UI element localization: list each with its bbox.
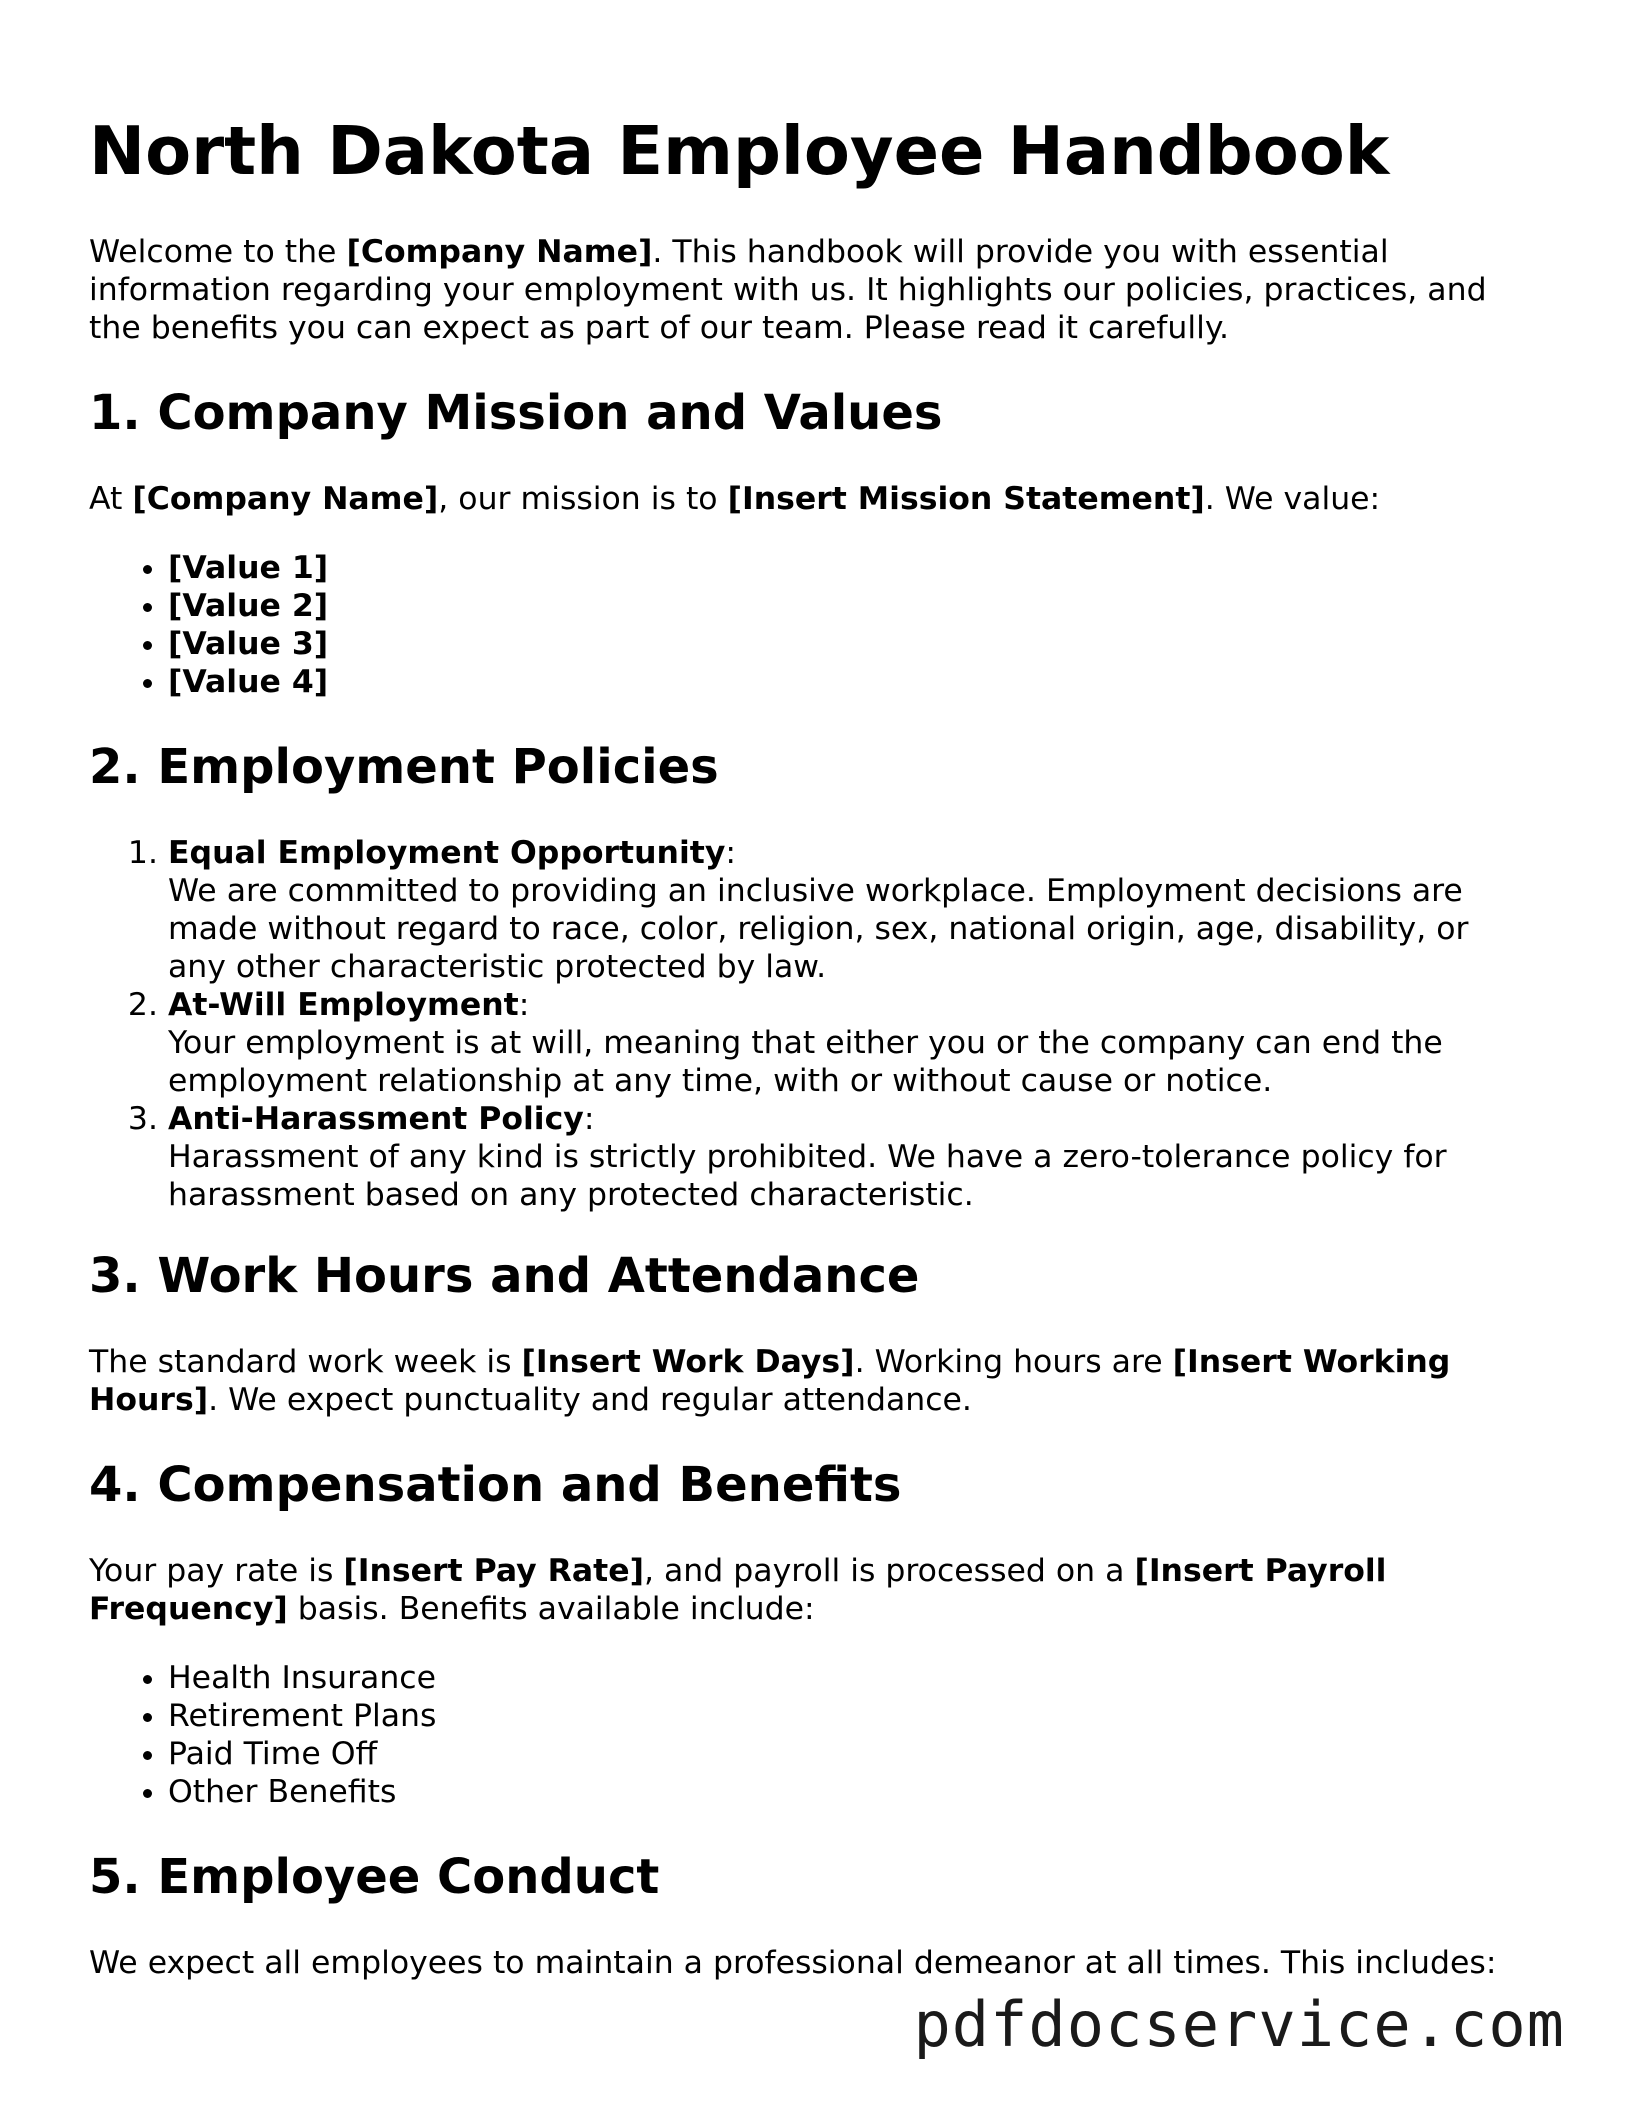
payroll-frequency-placeholder: [Insert Payroll Frequency] bbox=[89, 1553, 1387, 1627]
list-item bbox=[168, 549, 1528, 587]
policy-title: At-Will Employment bbox=[168, 987, 519, 1023]
policy-text: Your employment is at will, meaning that either you or the company can end the employment relationship at any time, with or without cause or notice. bbox=[168, 1025, 1443, 1099]
policy-item bbox=[168, 986, 1528, 1100]
intro-pre: Welcome to the bbox=[89, 234, 347, 270]
values-list bbox=[89, 549, 1528, 701]
policy-text: We are committed to providing an inclusive workplace. Employment decisions are made without regard to race, color, religion, sex, national origin, age, disability, or any other characteristic protected by law. bbox=[168, 873, 1469, 985]
intro-post: . This handbook will provide you with essential information regarding your employment with us. It highlights our policies, practices, and the benefits you can expect as part of our team. Please read it carefully. bbox=[89, 234, 1487, 346]
policy-colon: : bbox=[725, 835, 736, 871]
section-heading-compensation: 4. Compensation and Benefits bbox=[89, 1457, 902, 1513]
policy-title: Anti-Harassment Policy bbox=[168, 1101, 584, 1137]
list-item: • Other Benefits bbox=[168, 1773, 1528, 1811]
watermark-text: pdfdocservice.com bbox=[913, 1988, 1565, 2061]
document-title: North Dakota Employee Handbook bbox=[89, 112, 1390, 190]
section-heading-mission: 1. Company Mission and Values bbox=[89, 385, 943, 441]
work-days-placeholder: [Insert Work Days] bbox=[521, 1344, 855, 1380]
policy-title: Equal Employment Opportunity bbox=[168, 835, 726, 871]
list-item: • Retirement Plans bbox=[168, 1697, 1528, 1735]
hours-text-mid: . Working hours are bbox=[854, 1344, 1173, 1380]
mission-text-post: . We value: bbox=[1204, 481, 1381, 517]
comp-text-pre: Your pay rate is bbox=[89, 1553, 344, 1589]
hours-text-post: . We expect punctuality and regular attendance. bbox=[208, 1382, 972, 1418]
policy-item bbox=[168, 1100, 1528, 1214]
mission-paragraph bbox=[89, 480, 1529, 518]
mission-text-pre: At bbox=[89, 481, 133, 517]
mission-company-placeholder: [Company Name] bbox=[132, 481, 439, 517]
list-item: • Paid Time Off bbox=[168, 1735, 1528, 1773]
company-name-placeholder: [Company Name] bbox=[346, 234, 653, 270]
policy-colon: : bbox=[518, 987, 530, 1023]
value-item: [Value 4] bbox=[168, 664, 329, 700]
comp-text-post: basis. Benefits available include: bbox=[287, 1591, 815, 1627]
benefits-list bbox=[89, 1659, 1528, 1811]
list-item bbox=[168, 625, 1528, 663]
value-item: [Value 3] bbox=[168, 626, 329, 662]
comp-text-mid: , and payroll is processed on a bbox=[643, 1553, 1135, 1589]
working-hours-placeholder: [Insert Working Hours] bbox=[89, 1344, 1451, 1418]
list-item: • Health Insurance bbox=[168, 1659, 1528, 1697]
section-heading-conduct: 5. Employee Conduct bbox=[89, 1849, 660, 1905]
policy-item bbox=[168, 834, 1528, 986]
section-heading-policies: 2. Employment Policies bbox=[89, 739, 719, 795]
mission-text-mid: , our mission is to bbox=[438, 481, 728, 517]
policies-list bbox=[89, 834, 1528, 1214]
value-item: [Value 2] bbox=[168, 588, 329, 624]
hours-paragraph bbox=[89, 1343, 1529, 1419]
list-item bbox=[168, 587, 1528, 625]
value-item: [Value 1] bbox=[168, 550, 329, 586]
compensation-paragraph bbox=[89, 1552, 1529, 1628]
policy-text: Harassment of any kind is strictly prohibited. We have a zero-tolerance policy for harassment based on any protected characteristic. bbox=[168, 1139, 1447, 1213]
conduct-paragraph: We expect all employees to maintain a professional demeanor at all times. This includes: bbox=[89, 1945, 1497, 1981]
intro-paragraph bbox=[89, 233, 1529, 347]
hours-text-pre: The standard work week is bbox=[89, 1344, 522, 1380]
pay-rate-placeholder: [Insert Pay Rate] bbox=[343, 1553, 644, 1589]
policy-colon: : bbox=[583, 1101, 595, 1137]
mission-statement-placeholder: [Insert Mission Statement] bbox=[727, 481, 1205, 517]
list-item bbox=[168, 663, 1528, 701]
section-heading-hours: 3. Work Hours and Attendance bbox=[89, 1248, 920, 1304]
